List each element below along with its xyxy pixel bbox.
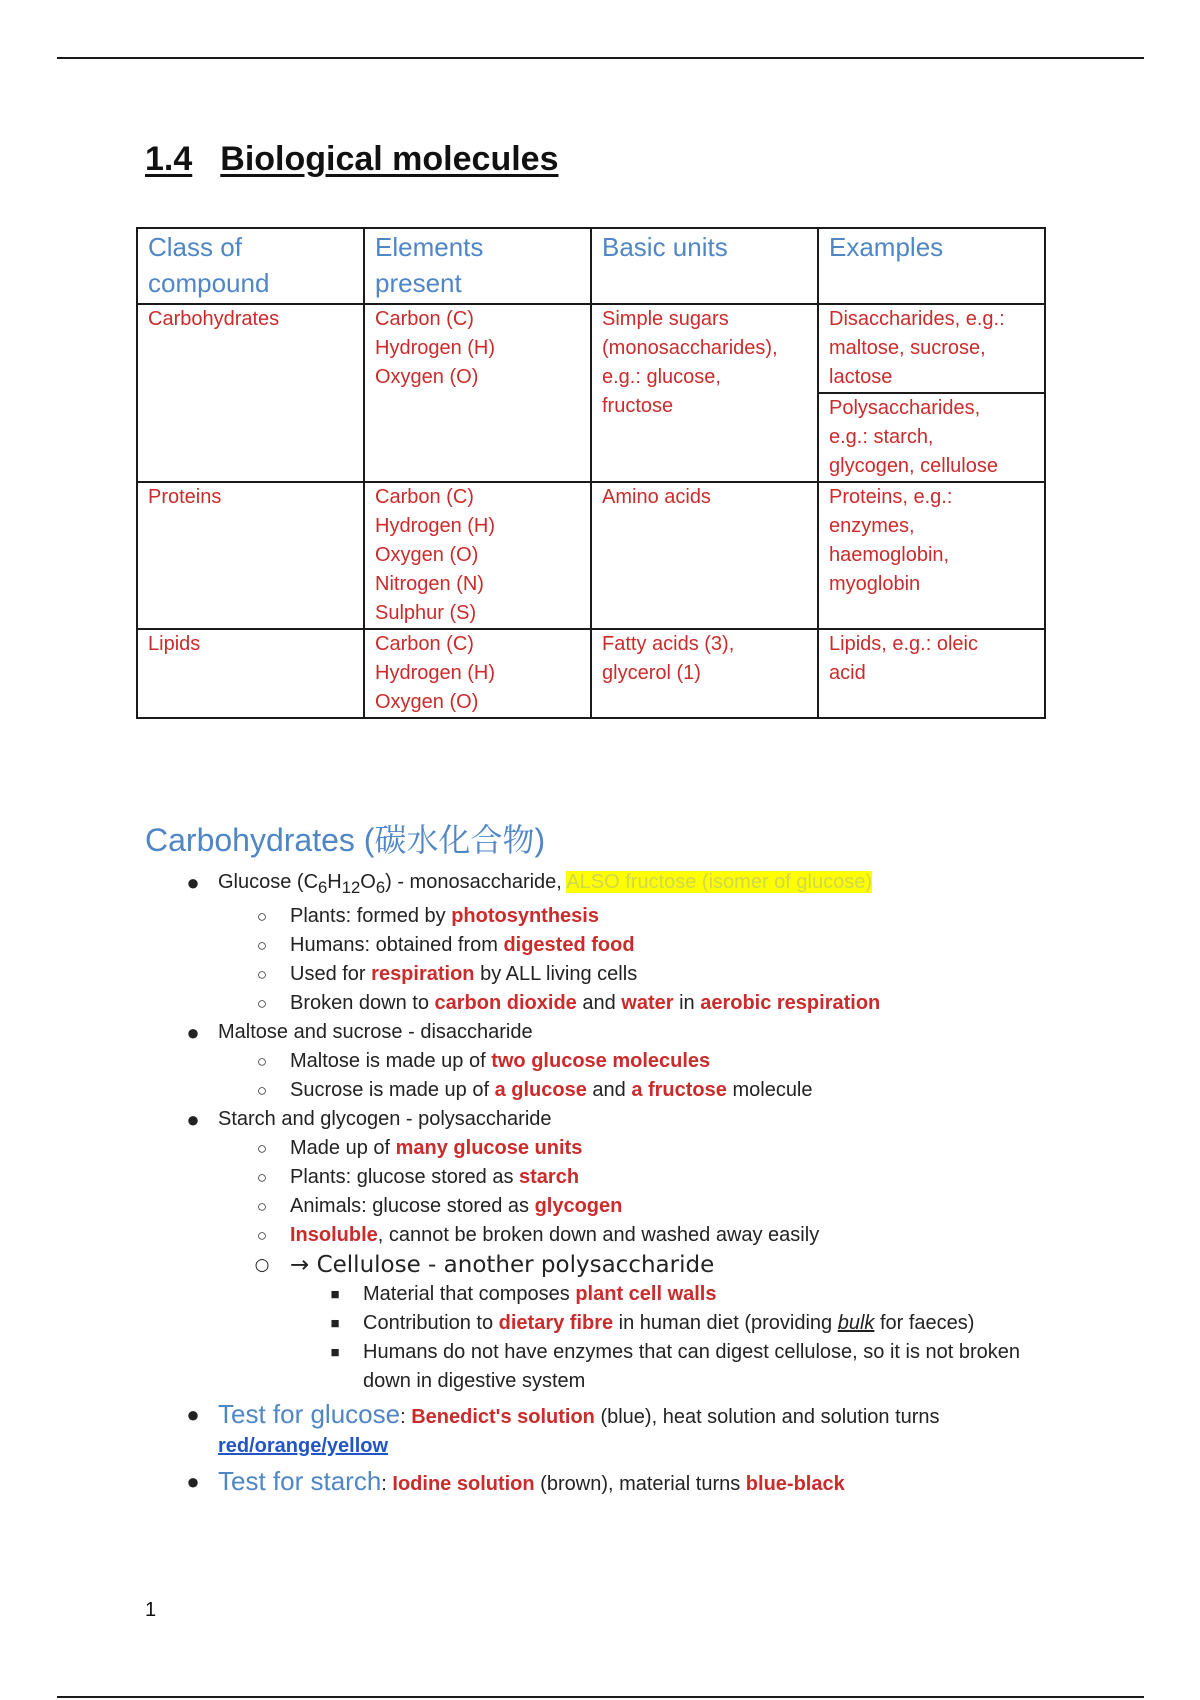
list-item: ○ Animals: glucose stored as glycogen [145,1192,1145,1221]
cell-elements: Carbon (C) Hydrogen (H) Oxygen (O) Nitrogen (N) Sulphur (S) [364,482,591,629]
list-item: ● Maltose and sucrose - disaccharide [145,1018,1145,1047]
header-units: Basic units [591,228,818,304]
circle-bullet-icon: ○ [254,1255,270,1275]
circle-bullet-icon: ○ [256,1226,268,1245]
biological-molecules-table [136,227,1046,719]
header-class: Class of compound [137,228,364,304]
cell-class: Carbohydrates [137,304,364,482]
list-item: ○ → Cellulose - another polysaccharide [145,1250,1145,1280]
list-item: ○ Made up of many glucose units [145,1134,1145,1163]
page-title [145,140,558,179]
square-bullet-icon: ■ [330,1344,340,1361]
bullet-icon: ● [186,870,200,895]
table-row [137,482,1045,629]
list-item: ○ Broken down to carbon dioxide and water in aerobic respiration [145,989,1145,1018]
circle-bullet-icon: ○ [256,1197,268,1216]
square-bullet-icon: ■ [330,1286,340,1303]
cell-class: Proteins [137,482,364,629]
list-item: ○ Maltose is made up of two glucose molecules [145,1047,1145,1076]
cell-elements: Carbon (C) Hydrogen (H) Oxygen (O) [364,304,591,482]
list-item: ■ Contribution to dietary fibre in human diet (providing bulk for faeces) [145,1309,1145,1338]
circle-bullet-icon: ○ [256,936,268,955]
cell-examples: Polysaccharides, e.g.: starch, glycogen, cellulose [818,393,1045,482]
list-item: ○ Insoluble, cannot be broken down and washed away easily [145,1221,1145,1250]
circle-bullet-icon: ○ [256,1081,268,1100]
circle-bullet-icon: ○ [256,1139,268,1158]
list-item: ● Glucose $(C_6H_{12}O_6)$ - monosaccharide, ALSO fructose (isomer of glucose) [145,868,1145,902]
color-change-link[interactable]: red/orange/yellow [218,1435,389,1457]
bullet-icon: ● [186,1020,200,1045]
header-elements: Elements present [364,228,591,304]
cell-units: Simple sugars (monosaccharides), e.g.: glucose, fructose [591,304,818,482]
circle-bullet-icon: ○ [256,1052,268,1071]
list-item: ■ Material that composes plant cell walls [145,1280,1145,1309]
page-number: 1 [145,1599,157,1621]
list-item: ○ Humans: obtained from digested food [145,931,1145,960]
table-header-row [137,228,1045,304]
circle-bullet-icon: ○ [256,907,268,926]
cell-class: Lipids [137,629,364,718]
list-item: ● Test for starch: Iodine solution (brown), material turns blue-black [145,1467,1145,1499]
cell-elements: Carbon (C) Hydrogen (H) Oxygen (O) [364,629,591,718]
bullet-icon: ● [186,1402,200,1427]
list-item: ● Test for glucose: Benedict's solution (blue), heat solution and solution turns red/orange/yellow [145,1400,1098,1461]
carbohydrates-heading: Carbohydrates (碳水化合物) [145,822,546,858]
bullet-icon: ● [186,1107,200,1132]
cell-units: Fatty acids (3), glycerol (1) [591,629,818,718]
cell-examples: Proteins, e.g.: enzymes, haemoglobin, myoglobin [818,482,1045,629]
circle-bullet-icon: ○ [256,1168,268,1187]
list-item: ■ Humans do not have enzymes that can digest cellulose, so it is not broken down in digestive system [145,1338,1063,1396]
highlighted-note: ALSO fructose (isomer of glucose) [566,871,872,893]
top-rule [57,57,1144,59]
list-item: ○ Plants: formed by photosynthesis [145,902,1145,931]
square-bullet-icon: ■ [330,1315,340,1332]
list-item: ○ Plants: glucose stored as starch [145,1163,1145,1192]
circle-bullet-icon: ○ [256,965,268,984]
table-row [137,629,1045,718]
bottom-rule [57,1696,1144,1698]
section-title: Biological molecules [220,140,559,178]
list-item: ○ Used for respiration by ALL living cells [145,960,1145,989]
list-item: ○ Sucrose is made up of a glucose and a fructose molecule [145,1076,1145,1105]
cell-units: Amino acids [591,482,818,629]
carbohydrate-notes [145,868,1145,1499]
bullet-icon: ● [186,1469,200,1494]
list-item: ● Starch and glycogen - polysaccharide [145,1105,1145,1134]
table-row [137,304,1045,393]
cell-examples: Disaccharides, e.g.: maltose, sucrose, lactose [818,304,1045,393]
header-examples: Examples [818,228,1045,304]
section-number: 1.4 [145,140,193,178]
circle-bullet-icon: ○ [256,994,268,1013]
cell-examples: Lipids, e.g.: oleic acid [818,629,1045,718]
